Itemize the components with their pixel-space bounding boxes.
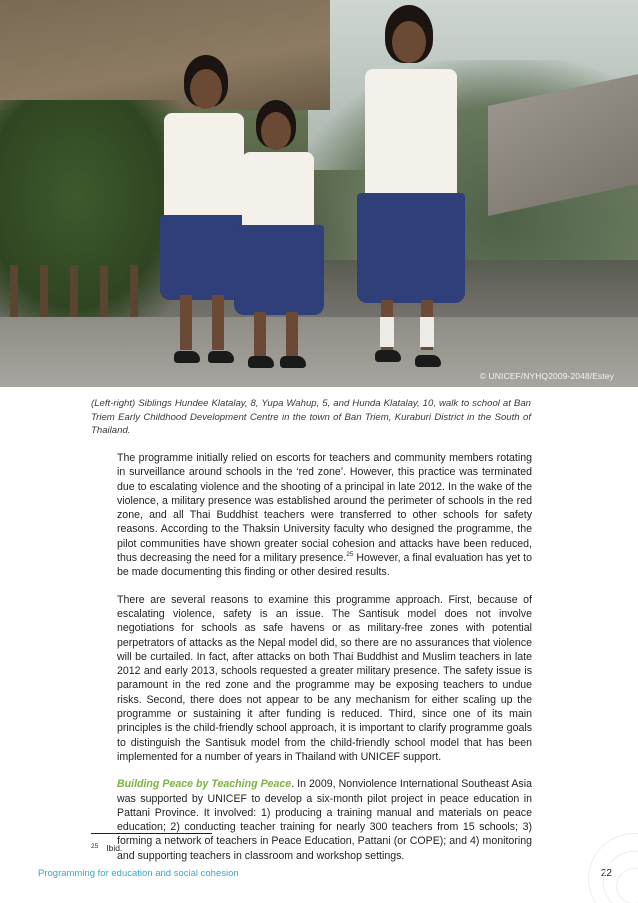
photo-child-right <box>345 5 475 383</box>
paragraph-1: The programme initially relied on escorts for teachers and community members rotating in surveillance around schools in the ‘red zone’. However, this practice was terminated due to escalating violence and the shooting of a principal in late 2012. In the wake of the violence, a military presence was established around the perimeter of schools in the red zone, and all Thai Buddhist teachers were transferred to other schools for safety reasons. According to the Thaksin University faculty who designed the programme, the pilot communities have shown greater social cohesion and attacks have been reduced, thus decreasing the need for a military presence.$^{25}$ However, a final evaluation has yet to be made documenting this finding or other desired results. <box>117 452 532 579</box>
cover-photo <box>0 0 638 387</box>
footnote-ref[interactable]: 25 <box>346 551 354 559</box>
footer-decoration <box>558 813 638 903</box>
body-text <box>117 451 532 876</box>
footnote-divider <box>91 833 212 834</box>
footer-title: Programming for education and social cohesion <box>38 868 239 879</box>
footnote-text: Ibid. <box>106 843 123 853</box>
section-lead-heading: Building Peace by Teaching Peace <box>117 778 292 791</box>
paragraph-2: There are several reasons to examine this programme approach. First, because of escalating violence, safety is an issue. The Santisuk model does not involve negotiations for schools as safe havens or as military-free zones with potential perpetrators of attacks as the Nepal model did, so there are no assurances that violence will be curtailed. In fact, after attacks on both Thai Buddhist and Muslim teachers in late 2012 and early 2013, schools requested a greater military presence. The safety issue is paramount in the red zone and the programme may be exposing teachers to undue risks. Second, there does not appear to be any mechanism for either scaling up the programme or sustaining it after funding is reduced. Third, since one of its main principles is the child-friendly school approach, it is important to clarify programme goals to distinguish the Santisuk model from the child-friendly school model that has been implemented for a number of years in Thailand with UNICEF support. <box>117 593 532 763</box>
page-number: 22 <box>600 868 612 879</box>
footnote <box>91 843 122 853</box>
footnote-number: 25 <box>91 843 99 850</box>
photo-caption: (Left-right) Siblings Hundee Klatalay, 8, Yupa Wahup, 5, and Hunda Klatalay, 10, walk to school at Ban Triem Early Childhood Development Centre in the town of Ban Triem, Kuraburi District in the South of Thailand. <box>91 398 531 437</box>
paragraph-3: Building Peace by Teaching Peace. In 2009, Nonviolence International Southeast Asia was supported by UNICEF to develop a six-month pilot project in peace education in Pattani Province. It involved: 1) producing a training manual and materials on peace education; 2) conducting teacher training for nearly 300 teachers from 15 schools; 3) forming a network of teachers in Peace Education, Pattani (or COPE); and 4) monitoring and supporting teachers in classroom and workshop settings. <box>117 778 532 862</box>
photo-child-middle <box>228 100 328 385</box>
photo-credit: © UNICEF/NYHQ2009-2048/Estey <box>479 371 614 381</box>
